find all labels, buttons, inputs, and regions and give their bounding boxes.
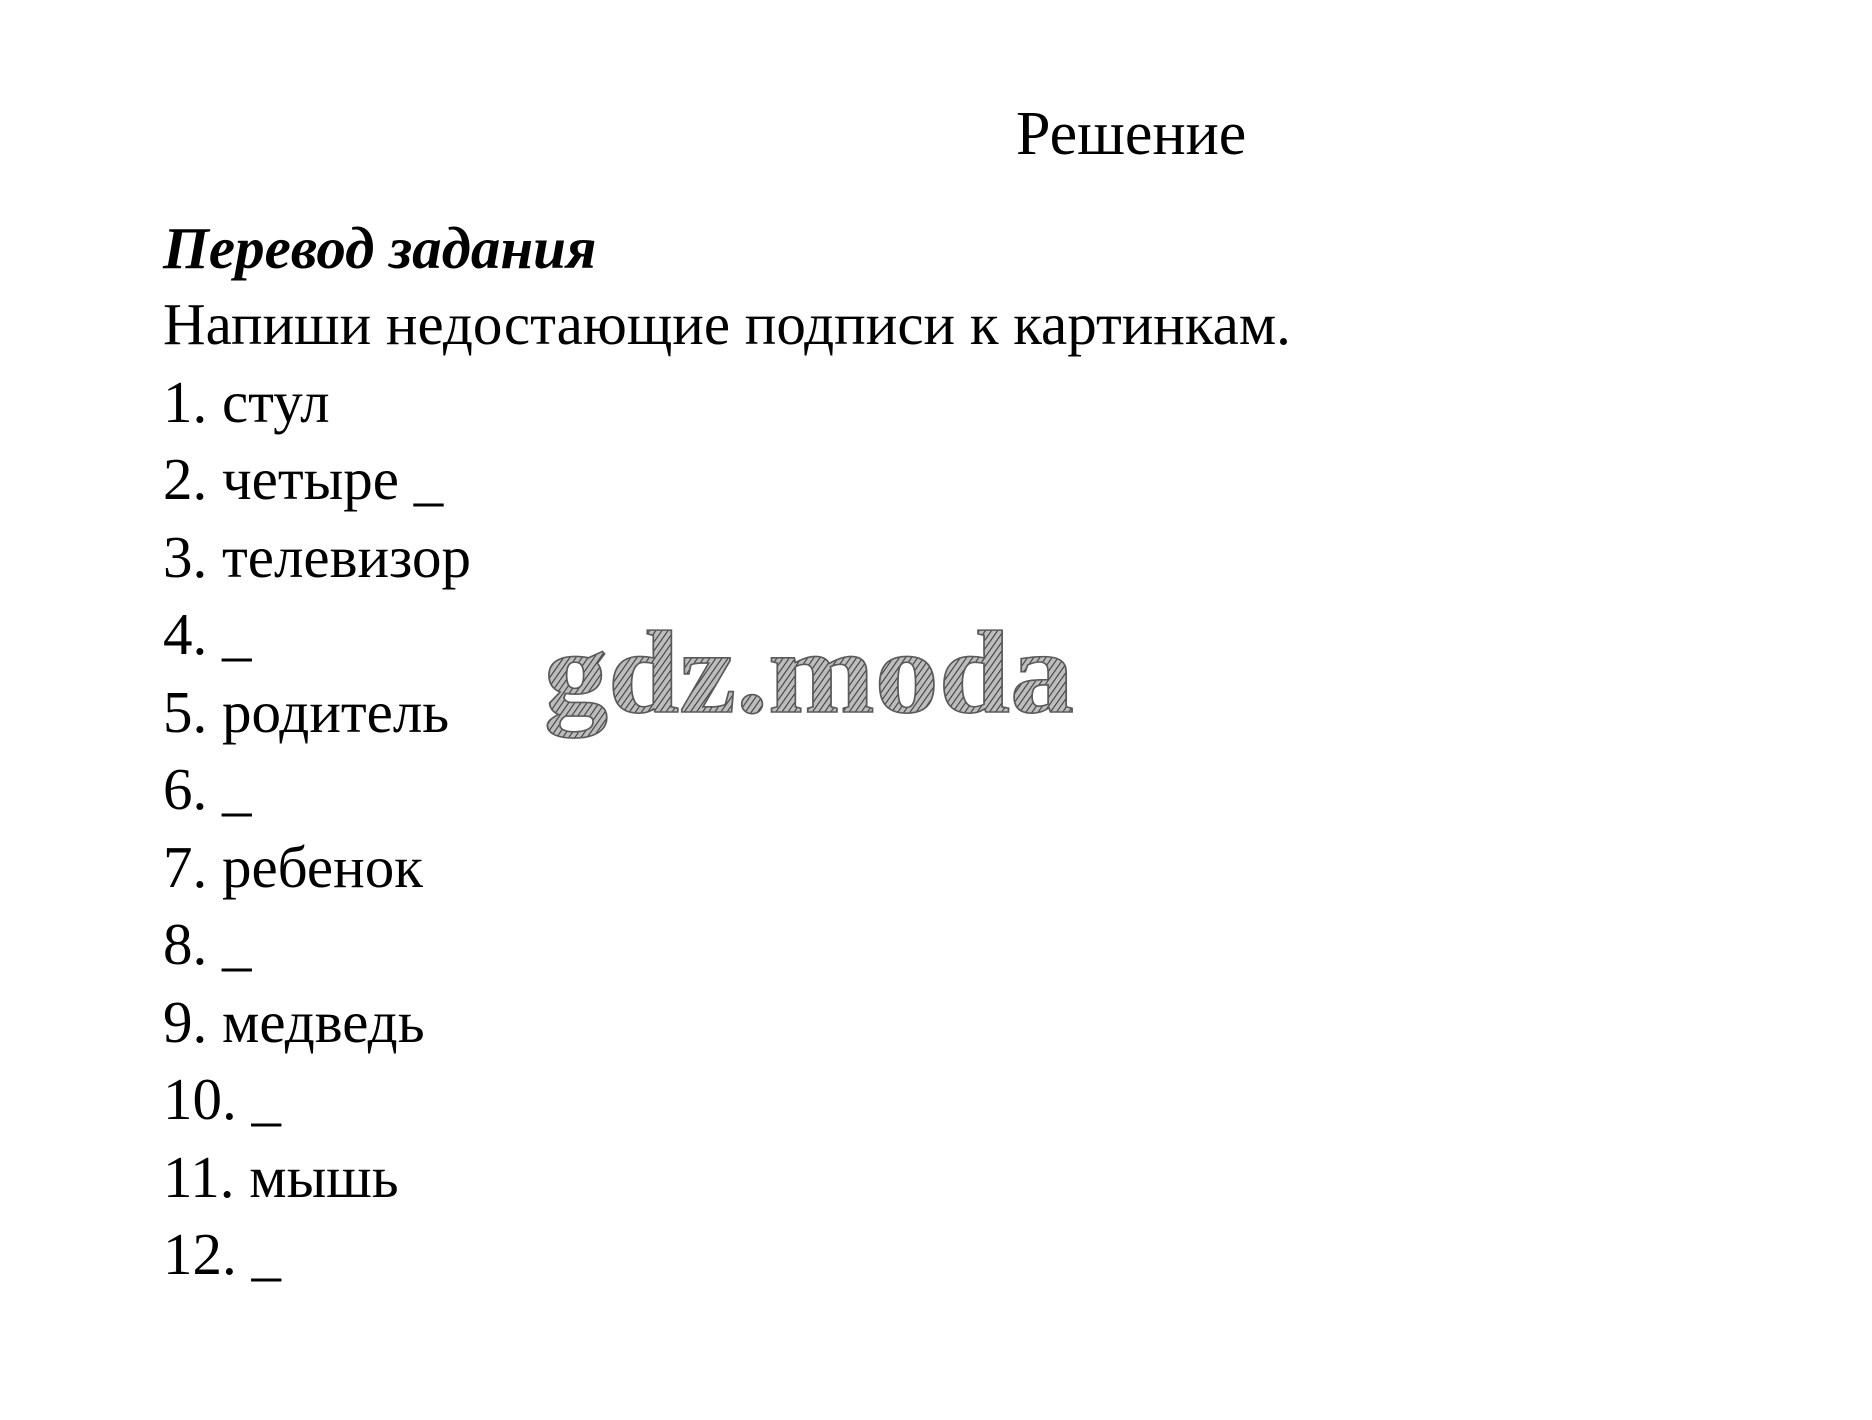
list-item: 4. _ — [163, 601, 252, 667]
page-title: Решение — [1016, 100, 1247, 168]
list-item: 5. родитель — [163, 678, 450, 745]
list-item: 1. стул — [163, 368, 330, 435]
list-item: 2. четыре _ — [163, 446, 444, 512]
list-item: 11. мышь — [163, 1143, 399, 1210]
list-item: 8. _ — [163, 911, 252, 977]
list-item: 10. _ — [163, 1066, 281, 1132]
list-item: 7. ребенок — [163, 833, 423, 900]
task-heading: Перевод задания — [163, 215, 597, 281]
list-item: 3. телевизор — [163, 523, 471, 590]
list-item: 12. _ — [163, 1221, 281, 1287]
list-item: 9. медведь — [163, 988, 425, 1055]
answer-list — [163, 364, 1291, 1294]
watermark-logo — [540, 612, 1080, 762]
list-item: 6. _ — [163, 756, 252, 822]
watermark-text: gdz.moda — [544, 612, 1074, 738]
task-instruction: Напиши недостающие подписи к картинкам. — [163, 291, 1291, 357]
